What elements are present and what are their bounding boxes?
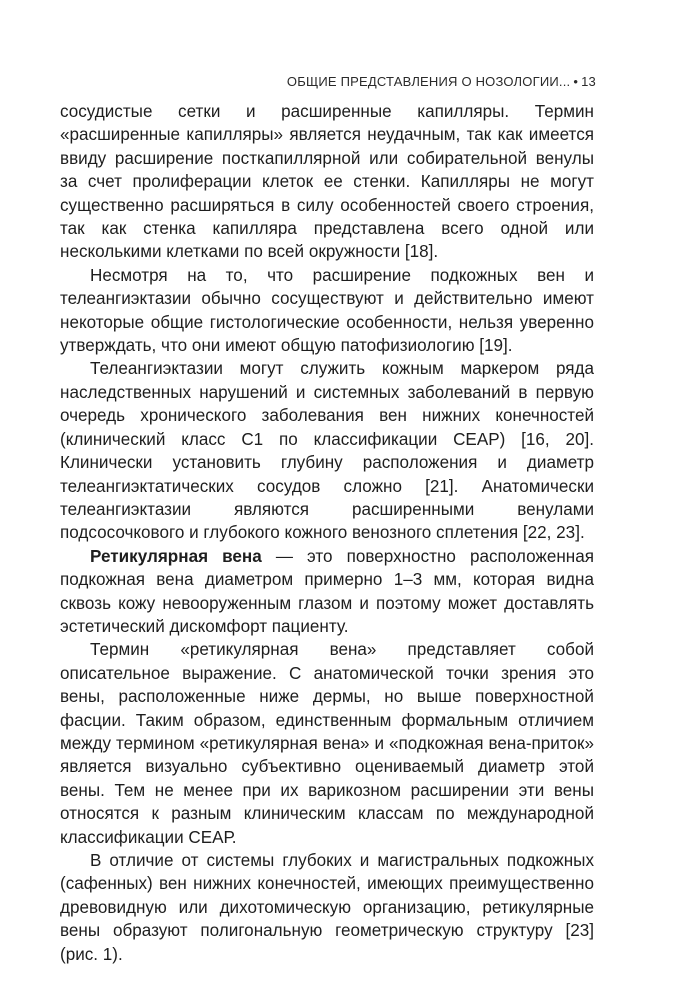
term-reticular-vein: Ретикулярная вена [90, 546, 262, 566]
paragraph-4-text: — это поверхностно расположенная подкожная вена диаметром примерно 1–3 мм, которая видна сквозь кожу невооруженным глазом и поэтому может доставлять эстетический дискомфорт пациенту. [60, 546, 594, 636]
page-body [60, 100, 594, 966]
paragraph-2: Несмотря на то, что расширение подкожных вен и телеангиэктазии обычно сосуществуют и действительно имеют некоторые общие гистологические особенности, нельзя уверенно утверждать, что они имеют общую патофизиологию [19]. [60, 265, 594, 356]
page-number: 13 [581, 74, 596, 89]
running-title: ОБЩИЕ ПРЕДСТАВЛЕНИЯ О НОЗОЛОГИИ... [286, 74, 571, 89]
paragraph-6: В отличие от системы глубоких и магистральных подкожных (сафенных) вен нижних конечностей, имеющих преимущественно древовидную или дихотомическую организацию, ретикулярные вены образуют полигональную геометрическую структуру [23] (рис. 1). [60, 851, 594, 964]
paragraph-1: сосудистые сетки и расширенные капилляры. Термин «расширенные капилляры» является неудачным, так как имеется ввиду расширение посткапиллярной или собирательной венулы за счет пролиферации клеток ее стенки. Капилляры не могут существенно расширяться в силу особенностей своего строения, так как стенка капилляра представлена всего одной или несколькими клетками по всей окружности [18]. [60, 102, 594, 262]
header-separator: • [573, 74, 579, 89]
paragraph-3: Телеангиэктазии могут служить кожным маркером ряда наследственных нарушений и системных заболеваний в первую очередь хронического заболевания вен нижних конечностей (клинический класс С1 по классификации СЕАР) [16, 20]. Клинически установить глубину расположения и диаметр телеангиэктатических сосудов сложно [21]. Анатомически телеангиэктазии являются расширенными венулами подсосочкового и глубокого кожного венозного сплетения [22, 23]. [60, 359, 594, 543]
running-header [287, 74, 596, 90]
paragraph-4 [60, 545, 594, 639]
paragraph-5: Термин «ретикулярная вена» представляет собой описательное выражение. С анатомической точки зрения это вены, расположенные ниже дермы, но выше поверхностной фасции. Таким образом, единственным формальным отличием между термином «ретикулярная вена» и «подкожная вена-приток» является визуально субъективно оцениваемый диаметр этой вены. Тем не менее при их варикозном расширении эти вены относятся к разным клиническим классам по международной классификации СЕАР. [60, 640, 594, 847]
